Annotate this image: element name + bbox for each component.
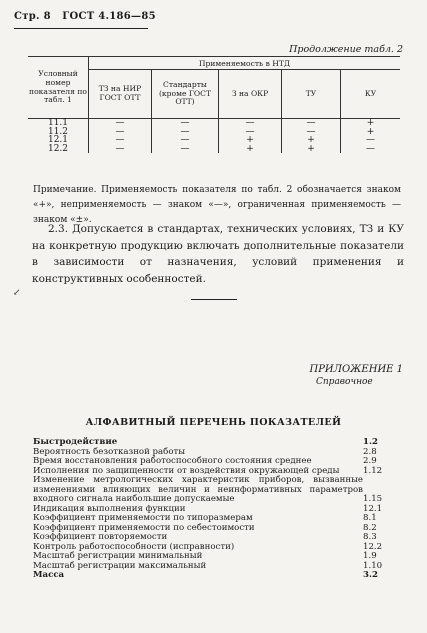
item-name: Коэффициент применяемости по типоразмерам <box>33 513 253 523</box>
table-cell: — <box>89 136 152 145</box>
item-name: Исполнения по защищенности от воздействия окружающей среды <box>33 465 340 476</box>
row-id: 11.2 <box>47 126 69 137</box>
table-cell: + <box>282 136 341 145</box>
table-note: Примечание. Применяемость показателя по табл. 2 обозначается знаком «+», неприменяемость — знаком «—», ограниченная применяемость — знаком «±». <box>33 185 401 225</box>
table-cell: + <box>282 145 341 154</box>
item-name: Коэффициент применяемости по себестоимости <box>33 522 255 533</box>
table-cell: — <box>282 119 341 128</box>
item-code: 1.10 <box>363 560 383 571</box>
table-cell: + <box>219 145 282 154</box>
table-continuation: Продолжение табл. 2 <box>289 44 403 55</box>
item-name: Масса <box>33 570 65 580</box>
item-name: Изменение метрологических характеристик приборов, вызванные изменениями влияющих величин и неинформативных параметров входного сигнала наибольшие допускаемые <box>33 475 363 504</box>
row-id: 12.2 <box>47 143 69 154</box>
item-code: 12.2 <box>363 541 383 552</box>
item-code: 1.12 <box>363 465 383 476</box>
index-title: АЛФАВИТНЫЙ ПЕРЕЧЕНЬ ПОКАЗАТЕЛЕЙ <box>85 417 342 428</box>
table-row <box>28 136 400 145</box>
item-code: 2.8 <box>363 446 377 457</box>
table-cell: — <box>89 119 152 128</box>
col-header: З на ОКР <box>219 70 282 119</box>
item-name: Контроль работоспособности (исправности) <box>33 541 235 552</box>
index-list <box>33 438 405 581</box>
item-code: 12.1 <box>363 503 383 514</box>
table-cell: — <box>152 145 219 154</box>
item-code: 1.2 <box>363 437 378 447</box>
row-id: 12.1 <box>47 135 69 145</box>
section-separator <box>191 299 237 300</box>
standard-number: ГОСТ 4.186—85 <box>62 11 156 22</box>
table-cell: — <box>341 136 401 145</box>
table-row <box>28 119 400 128</box>
group-header: Применяемость в НТД <box>89 57 401 70</box>
item-code: 8.1 <box>363 513 377 523</box>
table-cell: — <box>89 128 152 137</box>
table-cell: — <box>152 128 219 137</box>
page-header <box>14 11 156 22</box>
item-name: Масштаб регистрации минимальный <box>33 551 203 561</box>
item-code: 2.9 <box>363 456 377 466</box>
col-header: КУ <box>341 70 401 119</box>
appendix-subtitle: Справочное <box>316 377 373 387</box>
item-code: 8.2 <box>363 522 377 533</box>
table-cell: — <box>341 145 401 154</box>
table-cell: + <box>341 128 401 137</box>
table-cell: — <box>89 145 152 154</box>
item-name: Масштаб регистрации максимальный <box>33 560 207 571</box>
header-rule <box>14 28 148 29</box>
page-number: Стр. 8 <box>14 11 51 22</box>
table-cell: + <box>219 136 282 145</box>
item-code: 1.15 <box>363 494 383 504</box>
item-code: 3.2 <box>363 570 378 580</box>
item-name: Вероятность безотказной работы <box>33 446 186 457</box>
table-cell: — <box>152 119 219 128</box>
item-name: Быстродействие <box>33 437 118 447</box>
list-item <box>33 476 405 505</box>
item-code: 1.9 <box>363 551 377 561</box>
table-cell: — <box>282 128 341 137</box>
table-row <box>28 128 400 137</box>
row-id: 11.1 <box>47 118 69 128</box>
margin-mark: ↙ <box>13 288 21 298</box>
col-header: ТУ <box>282 70 341 119</box>
applicability-table <box>28 56 400 153</box>
table-cell: — <box>152 136 219 145</box>
table-cell: — <box>219 128 282 137</box>
table-cell: — <box>219 119 282 128</box>
paragraph-2-3: 2.3. Допускается в стандартах, технических условиях, ТЗ и КУ на конкретную продукцию включать дополнительные показатели в зависимости от назначения, условий применения и конструктивных особенностей. <box>32 223 404 285</box>
item-name: Время восстановления работоспособного состояния среднее <box>33 456 312 466</box>
appendix-title: ПРИЛОЖЕНИЕ 1 <box>309 364 403 375</box>
table-cell: + <box>341 119 401 128</box>
col-indicator-header: Условный номер показателя по табл. 1 <box>28 57 89 119</box>
list-item <box>33 571 405 581</box>
col-header: ТЗ на НИР ГОСТ ОТТ <box>89 70 152 119</box>
list-item <box>33 562 405 572</box>
col-header: Стандарты (кроме ГОСТ ОТТ) <box>152 70 219 119</box>
table-row <box>28 145 400 154</box>
item-name: Индикация выполнения функции <box>33 503 186 514</box>
item-name: Коэффициент повторяемости <box>33 532 168 542</box>
item-code: 8.3 <box>363 532 377 542</box>
